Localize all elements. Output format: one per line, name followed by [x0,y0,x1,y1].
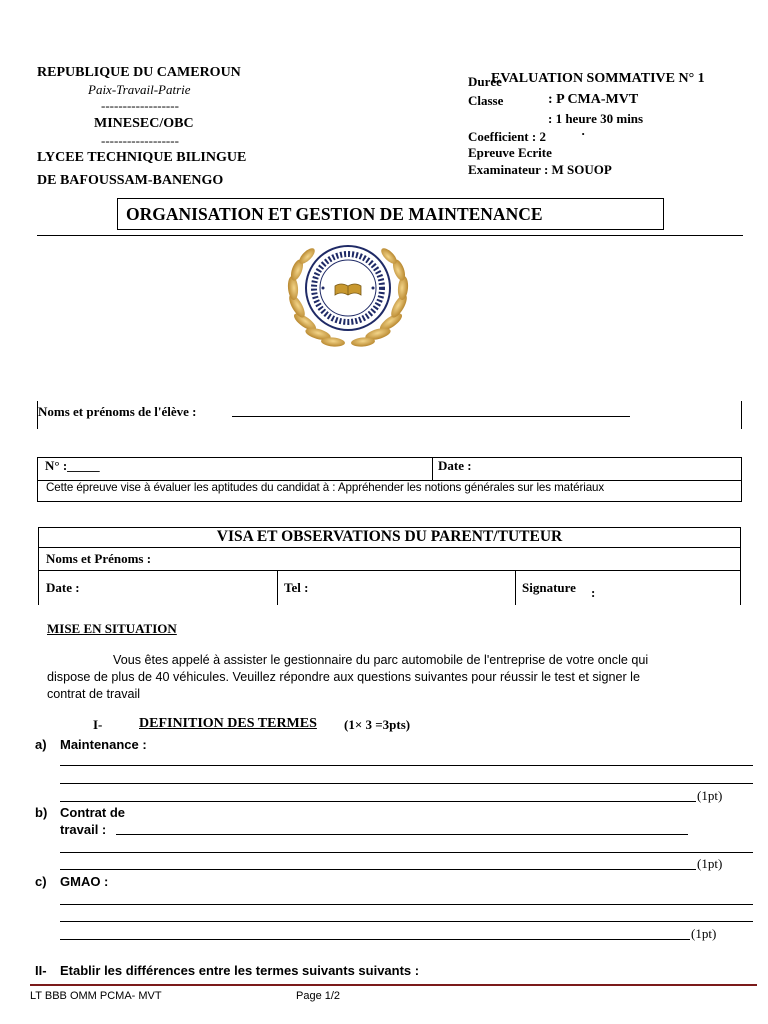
answer-line[interactable] [60,783,753,784]
item-c-letter: c) [35,874,47,889]
item-a-points: (1pt) [697,788,723,803]
epreuve-type: Epreuve Ecrite [468,145,552,160]
visa-title: VISA ET OBSERVATIONS DU PARENT/TUTEUR [216,528,563,545]
laurel-seal-icon [283,242,413,354]
item-c-label: GMAO : [60,874,109,889]
answer-line[interactable] [60,869,696,870]
duree-value: : 1 heure 30 mins [548,111,644,126]
parent-signature-field[interactable]: Signature [522,580,576,595]
section1-points: (1× 3 =3pts) [344,717,411,732]
item-b-letter: b) [35,805,48,820]
parent-date-field[interactable]: Date : [46,580,80,595]
student-name-field[interactable] [232,416,630,417]
ministry-name: MINESEC/OBC [94,116,194,131]
title-divider [37,235,743,236]
answer-line[interactable] [116,834,688,835]
situation-text-line2: dispose de plus de 40 véhicules. Veuillez répondre aux questions suivantes pour réussir le test et signer le [47,670,640,684]
separator: ------------------ [101,133,179,148]
answer-line[interactable] [60,904,753,905]
right-bracket [741,401,742,429]
exam-objective: Cette épreuve vise à évaluer les aptitudes du candidat à : Appréhender les notions générales sur les matériaux [46,481,605,494]
page-number: Page 1/2 [296,990,341,1002]
signature-colon: : [591,585,596,600]
national-motto: Paix-Travail-Patrie [88,82,191,97]
visa-divider [515,570,516,605]
item-a-label: Maintenance : [60,737,147,752]
title-box [117,198,664,230]
student-name-label: Noms et prénoms de l'élève : [38,404,197,419]
school-logo [283,242,413,354]
answer-line[interactable] [60,765,753,766]
situation-text-line1: Vous êtes appelé à assister le gestionnaire du parc automobile de l'entreprise de votre oncle qui [113,653,649,667]
item-b-label: Contrat de [60,805,125,820]
parent-tel-field[interactable]: Tel : [284,580,309,595]
answer-line[interactable] [60,921,753,922]
classe-label: Classe [468,93,504,108]
section1-heading: DEFINITION DES TERMES [139,716,317,731]
section1-number: I- [93,717,103,732]
student-number-field[interactable]: N° :_____ [45,458,100,473]
examinateur: Examinateur : M SOUOP [468,162,612,177]
table-divider [432,457,433,480]
exam-date-field[interactable]: Date : [438,458,472,473]
answer-line[interactable] [60,852,753,853]
separator: ------------------ [101,98,179,113]
duree-label: Durée [468,74,502,89]
item-c-points: (1pt) [691,926,717,941]
item-b-label-cont: travail : [60,822,107,837]
visa-divider [38,570,741,571]
school-name-line1: LYCEE TECHNIQUE BILINGUE [37,150,247,165]
country-name: REPUBLIQUE DU CAMEROUN [37,65,241,80]
visa-divider [277,570,278,605]
coefficient: Coefficient : 2 [468,129,546,144]
footer-reference: LT BBB OMM PCMA- MVT [30,990,162,1002]
parent-names-field[interactable]: Noms et Prénoms : [46,551,152,566]
dot-mark: · [581,126,586,141]
item-b-points: (1pt) [697,856,723,871]
section2-heading: Etablir les différences entre les termes suivants suivants : [60,963,420,978]
classe-value: : P CMA-MVT [548,92,639,107]
visa-divider [38,547,741,548]
situation-heading: MISE EN SITUATION [47,621,177,636]
section2-number: II- [35,963,47,978]
item-a-letter: a) [35,737,47,752]
situation-text-line3: contrat de travail [47,687,141,701]
answer-line[interactable] [60,939,690,940]
footer-rule [30,984,757,986]
answer-line[interactable] [60,801,696,802]
evaluation-title: EVALUATION SOMMATIVE N° 1 [491,71,705,86]
document-title: ORGANISATION ET GESTION DE MAINTENANCE [126,204,543,224]
school-name-line2: DE BAFOUSSAM-BANENGO [37,173,224,188]
